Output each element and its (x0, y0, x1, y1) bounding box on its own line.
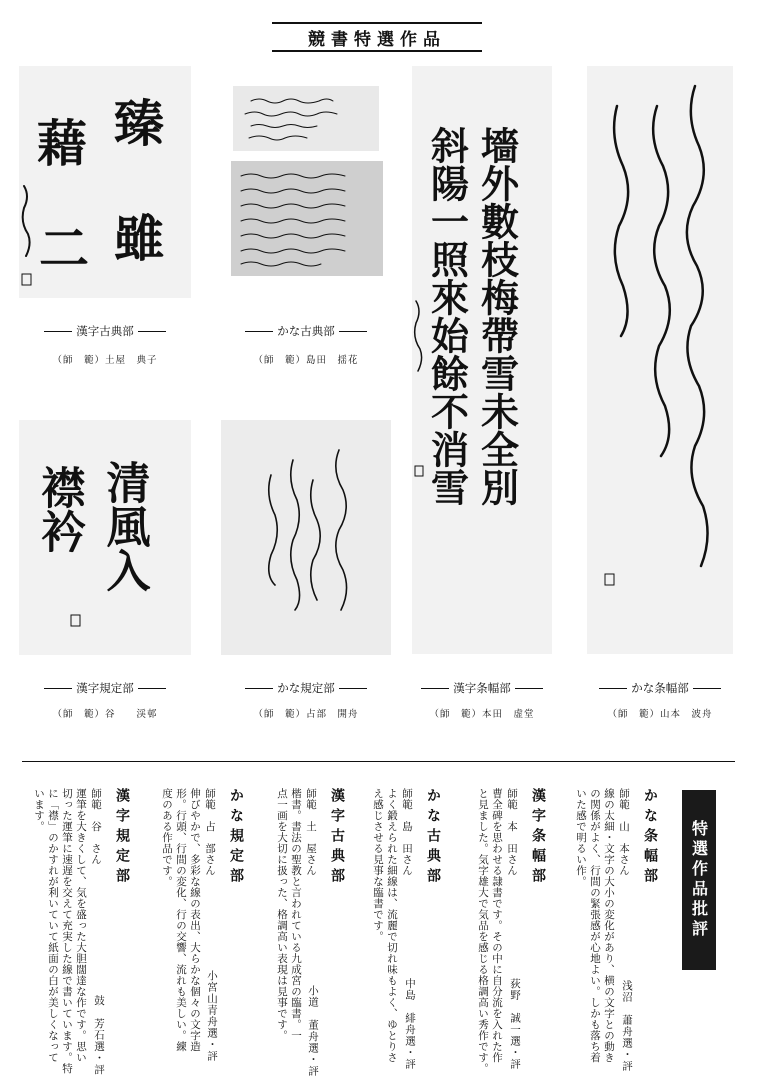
critique-heading-kanji-regulation: 漢字規定部 (114, 788, 130, 888)
critique-body-kana-classic-1: よく鍛えられた細線は、流麗で切れ味もよく、ゆとりさ (386, 788, 398, 1063)
teacher-kanji-regulation: （師 範）谷 渓邨 (52, 709, 158, 720)
seal-icon (22, 274, 31, 285)
caption-kana-regulation: かな規定部 (221, 680, 391, 696)
critique-name-kana-regulation: 師範 占 部さん (204, 788, 216, 876)
critique-body-kanji-classic-2: 点一画を大切に扱った、格調高い表現は見事です。 (276, 788, 288, 1041)
critique-body-kanji-regulation-4: います。 (33, 788, 45, 832)
critique-body-kanji-scroll-2: と見ました。気字雄大で気品を感じる格調高い秀作です。 (477, 788, 489, 1074)
critique-body-kanji-classic-1: 楷書。書法の聖教と言われている九成宮の臨書。一 (290, 788, 302, 1041)
glyph-1: 臻 (114, 94, 164, 153)
critique-body-kana-regulation-3: 度のある作品です。 (161, 788, 173, 887)
column-left: 襟衿 (33, 465, 85, 553)
critique-signature-kana-classic: 中島 緋舟選・評 (404, 978, 416, 1070)
artwork-kanji-scroll (412, 66, 552, 654)
caption-kanji-regulation: 漢字規定部 (19, 680, 191, 696)
glyph-2: 雖 (114, 209, 164, 268)
critique-heading-kanji-scroll: 漢字条幅部 (530, 788, 546, 888)
teacher-kanji-classic: （師 範）土屋 典子 (52, 355, 158, 366)
critique-name-kanji-classic: 師範 土 屋さん (305, 788, 317, 876)
artwork-kana-scroll (587, 66, 733, 654)
critique-body-kana-regulation-1: 伸びやかで、多彩な線の表出、大らかな個々の文字造 (189, 788, 201, 1052)
critique-body-kanji-scroll-1: 曹全碑を思わせる隷書です。その中に自分流を入れた作 (491, 788, 503, 1063)
teacher-kana-regulation: （師 範）占部 開舟 (253, 709, 359, 720)
page-title: 競書特選作品 (272, 22, 482, 52)
glyph-3: 藉 (37, 114, 87, 173)
critique-heading-kanji-classic: 漢字古典部 (329, 788, 345, 888)
critique-heading-badge: 特選作品批評 (682, 790, 716, 970)
critique-heading-kana-regulation: かな規定部 (228, 788, 244, 888)
critique-body-kana-scroll-1: 線の太細・文字の大小の変化があり、横の文字との動き (603, 788, 615, 1063)
critique-body-kanji-regulation-1: 運筆を大きくして、気を盛った大胆闊達な作です。思い (75, 788, 87, 1063)
critique-body-kana-regulation-2: 形。行頭、行間の変化、行の交響、流れも美しい。練 (175, 788, 187, 1052)
critique-heading-kana-scroll: かな条幅部 (642, 788, 658, 888)
teacher-kana-classic: （師 範）島田 揺花 (253, 355, 359, 366)
caption-kana-scroll: かな条幅部 (585, 680, 735, 696)
section-divider (22, 761, 735, 762)
caption-kanji-classic: 漢字古典部 (19, 323, 191, 339)
critique-body-kana-classic-2: え感じさせる見事な臨書です。 (372, 788, 384, 942)
critique-name-kana-classic: 師範 島 田さん (401, 788, 413, 876)
artwork-kanji-regulation (19, 420, 191, 655)
critique-name-kanji-regulation: 師範 谷 さん (90, 788, 102, 865)
critique-signature-kanji-classic: 小道 董舟選・評 (307, 985, 319, 1077)
caption-kana-classic: かな古典部 (221, 323, 391, 339)
critique-body-kanji-regulation-2: 切った運筆に速遅を交えて充実した線で書いています。特 (61, 788, 73, 1074)
caption-kanji-scroll: 漢字条幅部 (407, 680, 557, 696)
column-right: 清風入 (98, 460, 150, 592)
column-left: 斜陽一照來始餘不消雪 (424, 126, 470, 506)
seal-icon (71, 615, 80, 626)
critique-signature-kana-scroll: 浅沼 蕭舟選・評 (621, 980, 633, 1072)
artwork-kanji-classic (19, 66, 191, 298)
critique-name-kana-scroll: 師範 山 本さん (618, 788, 630, 876)
critique-body-kana-scroll-2: の関係がよく、行間の緊張感が心地よい。しかも落ち着 (589, 788, 601, 1063)
critique-name-kanji-scroll: 師範 本 田さん (506, 788, 518, 876)
artwork-kana-regulation (221, 420, 391, 655)
critique-signature-kana-regulation: 小宮山青舟選・評 (206, 970, 218, 1062)
critique-heading-kana-classic: かな古典部 (425, 788, 441, 888)
critique-signature-kanji-scroll: 荻野 誠一選・評 (509, 978, 521, 1070)
artwork-kana-classic (221, 66, 391, 298)
critique-signature-kanji-regulation: 鼓 芳石選・評 (93, 995, 105, 1076)
critique-body-kanji-regulation-3: に「襟」のかすれが利いていて紙面の白が美しくなって (47, 788, 59, 1063)
glyph-4: 二 (39, 219, 89, 278)
teacher-kanji-scroll: （師 範）本田 虚堂 (429, 709, 535, 720)
column-right: 墻外數枝梅帶雪未全別 (474, 126, 520, 506)
teacher-kana-scroll: （師 範）山本 波舟 (607, 709, 713, 720)
seal-icon (605, 574, 614, 585)
seal-icon (415, 466, 423, 476)
critique-body-kana-scroll-3: いた感で明るい作。 (575, 788, 587, 887)
